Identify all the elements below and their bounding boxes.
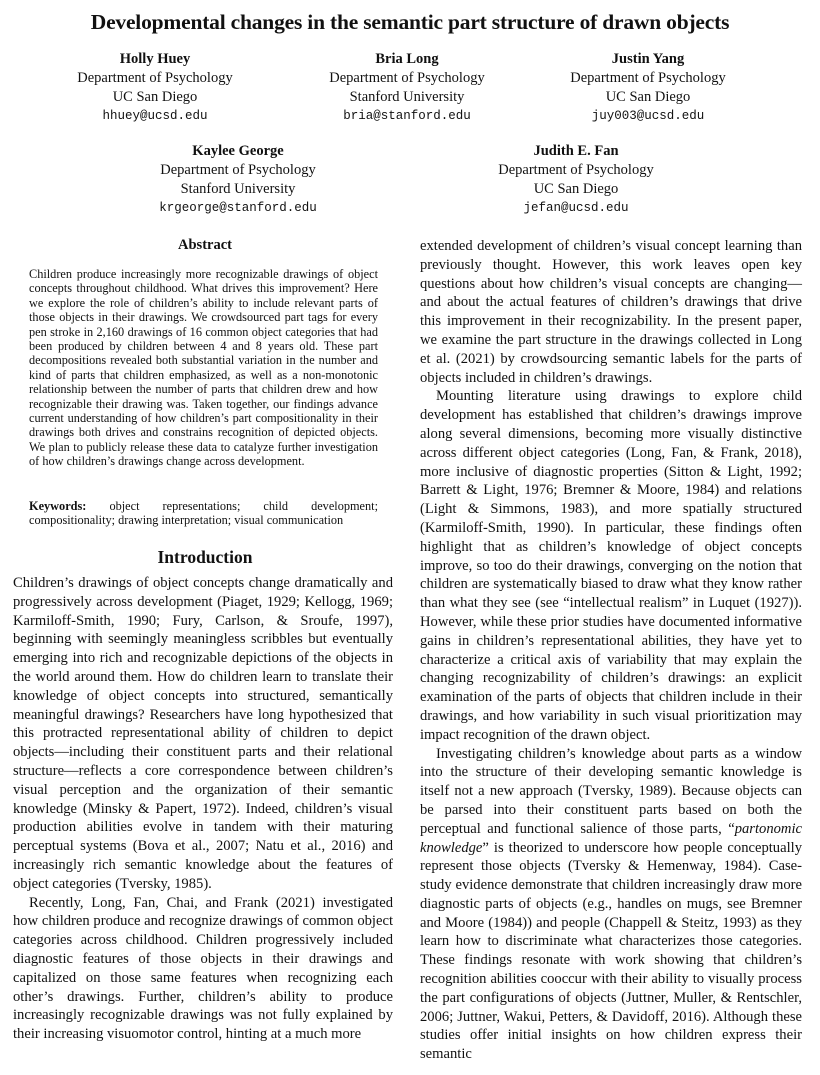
keywords-label: Keywords: xyxy=(29,499,87,513)
intro-paragraph-2-continued: extended development of children’s visual concept learning than previously thought. However, this work leaves open key questions about how children’s visual concepts are changing—and about the actual features of children’s drawings that drive this improvement in their recognizability. In the present paper, we examine the part structure in the drawings collected in Long et al. (2021) by crowdsourcing semantic labels for the parts of objects included in children’s drawings. xyxy=(420,238,802,386)
author-department: Department of Psychology xyxy=(570,70,726,86)
author-email: bria@stanford.edu xyxy=(343,109,471,123)
author-block xyxy=(25,50,285,126)
abstract-heading: Abstract xyxy=(178,237,232,253)
author-institution: Stanford University xyxy=(349,89,465,105)
intro-paragraph-4 xyxy=(420,745,802,1065)
author-department: Department of Psychology xyxy=(160,162,316,178)
p4-text-end: ” is theorized to underscore how people conceptually represent those objects (Tversky & Hemenway, 1984). Case-study evidence demonstrate that children increasingly draw more diagnostic parts of objects (e.g., handles on mugs, see Bremner and Moore (1984)) and people (Chappell & Steitz, 1993) as they learn how to discriminate what characterizes those categories. These findings resonate with work showing that children’s recognition abilities cooccur with their ability to visually process the part configurations of objects (Juttner, Muller, & Rentschler, 2006; Juttner, Wakui, Petters, & Davidoff, 2016). Although these studies offer initial insights on how children express their semantic xyxy=(420,839,802,1063)
author-name: Kaylee George xyxy=(192,143,284,159)
left-column-body xyxy=(13,574,393,1044)
author-institution: UC San Diego xyxy=(112,89,198,105)
author-email: juy003@ucsd.edu xyxy=(591,109,705,123)
author-email: hhuey@ucsd.edu xyxy=(102,109,208,123)
author-department: Department of Psychology xyxy=(77,70,233,86)
right-column-body xyxy=(420,237,802,1064)
intro-paragraph-2: Recently, Long, Fan, Chai, and Frank (2021) investigated how children produce and recognize drawings of common object categories across childhood. Children progressively included diagnostic features of those objects in their drawings and capitalized on those same features when recognizing each other’s drawings. Further, children’s ability to produce increasingly recognizable drawings was not fully explained by their increasing visuomotor control, hinting at a much more xyxy=(13,894,393,1043)
author-department: Department of Psychology xyxy=(498,162,654,178)
author-email: jefan@ucsd.edu xyxy=(523,201,629,215)
author-institution: UC San Diego xyxy=(533,181,619,197)
author-department: Department of Psychology xyxy=(329,70,485,86)
author-block xyxy=(108,142,368,218)
author-institution: UC San Diego xyxy=(605,89,691,105)
keywords xyxy=(29,499,378,528)
author-block xyxy=(518,50,778,126)
author-block xyxy=(277,50,537,126)
author-institution: Stanford University xyxy=(180,181,296,197)
author-name: Bria Long xyxy=(375,51,439,67)
author-name: Justin Yang xyxy=(611,51,685,67)
introduction-heading: Introduction xyxy=(157,547,253,567)
keywords-text: object representations; child development; compositionality; drawing interpretation; visual communication xyxy=(29,499,378,528)
partonomic-knowledge-term: partonomic knowledge xyxy=(420,820,802,856)
p4-text-start: Investigating children’s knowledge about parts as a window into the structure of their developing semantic knowledge is itself not a new approach (Tversky, 1989). Because objects can be parsed into their constituent parts based on both the perceptual and functional salience of those parts, “ xyxy=(420,745,802,837)
author-name: Holly Huey xyxy=(119,51,191,67)
author-block xyxy=(446,142,706,218)
author-email: krgeorge@stanford.edu xyxy=(159,201,317,215)
author-name: Judith E. Fan xyxy=(533,143,619,159)
intro-paragraph-1: Children’s drawings of object concepts change dramatically and progressively across development (Piaget, 1929; Kellogg, 1969; Karmiloff-Smith, 1990; Fury, Carlson, & Sroufe, 1997), beginning with seemingly meaningless scribbles but eventually emerging into rich and recognizable depictions of the objects in the world around them. How do children learn to translate their knowledge of object concepts into structured, semantically meaningful drawings? Researchers have long hypothesized that this protracted representational ability of children to depict objects—including their constituent parts and their relational structure—reflects a core correspondence between children’s visual perception and the organization of their semantic knowledge (Minsky & Papert, 1972). Indeed, children’s visual production abilities evolve in tandem with their maturing perceptual systems (Bova et al., 2007; Natu et al., 2016) and increasingly rich semantic knowledge about the features of object categories (Tversky, 1985). xyxy=(13,575,393,892)
intro-paragraph-3: Mounting literature using drawings to explore child development has established that children’s drawings improve along several dimensions, becoming more visually distinctive across different object categories (Long, Fan, & Frank, 2018), more inclusive of diagnostic properties (Sitton & Light, 1992; Barrett & Light, 1976; Bremner & Moore, 1984) and relations (Light & Simmons, 1983), and more spatially structured (Karmiloff-Smith, 1990). In particular, these findings often highlight that as children’s knowledge of object concepts improve, so too do their drawings, converging on the notion that children are systematically biased to draw what they know rather than what they see (see “intellectual realism” in Luquet (1927)). However, while these prior studies have documented informative gains in children’s representational abilities, they have yet to characterize a critical axis of variability that may explain the changing recognizability of children’s drawings: an explicit examination of the parts of objects that children include in their drawings, and how variability in such visual prioritization may impact recognition of the drawn object. xyxy=(420,388,802,743)
abstract-text: Children produce increasingly more recognizable drawings of object concepts throughout childhood. What drives this improvement? Here we explore the role of children’s ability to include relevant parts of those objects in their drawings. We crowdsourced part tags for every pen stroke in 2,160 drawings of 16 common object categories that had been produced by children between 4 and 8 years old. These part decompositions revealed both substantial variation in the number and kind of parts that children emphasized, as well as a non-monotonic relationship between the number of parts that children drew and how recognizable their drawing was. Taken together, our findings advance current understanding of how children’s part compositionality in their drawings both drives and constrains recognition of depicted objects. We plan to publicly release these data to catalyze further investigation of how children’s drawings change across development. xyxy=(29,267,378,469)
paper-title: Developmental changes in the semantic part structure of drawn objects xyxy=(90,10,730,34)
